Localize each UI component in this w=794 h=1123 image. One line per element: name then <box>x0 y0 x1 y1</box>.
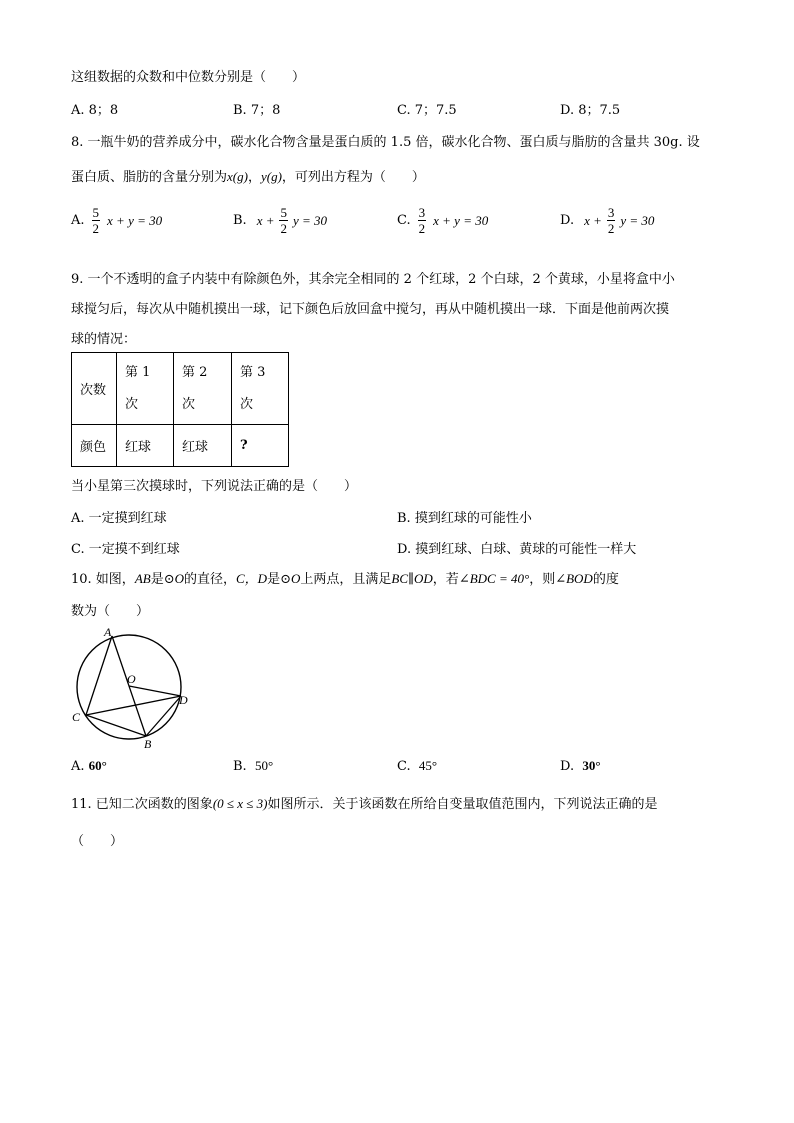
q11-text: 如图所示．关于该函数在所给自变量取值范围内，下列说法正确的是 <box>267 797 658 812</box>
q8-sep: ， <box>247 170 261 185</box>
q10-text: ，则 <box>529 572 556 587</box>
q10-text: 是 <box>267 572 281 587</box>
q10-text: 的直径， <box>184 572 237 587</box>
q10-segment-ab: AB <box>134 571 151 586</box>
q7-option-d: D. 8；7.5 <box>560 103 621 118</box>
q8-opt-d-fraction <box>607 206 616 235</box>
q8-opt-c-label: C. <box>397 213 411 228</box>
option-label: C. <box>397 759 411 774</box>
q8-option-b <box>233 206 327 235</box>
q7-option-a: A. 8；8 <box>71 103 119 118</box>
q7-option-b: B. 7；8 <box>233 103 281 118</box>
q8-stem-line1: 8. 一瓶牛奶的营养成分中，碳水化合物含量是蛋白质的 1.5 倍，碳水化合物、蛋白质与脂肪的含量共 30g. 设 <box>71 135 700 150</box>
q8-opt-c-fraction <box>418 206 427 235</box>
q10-circle-o: ⊙O <box>280 571 301 586</box>
label-d: D <box>179 693 188 707</box>
q10-angle-bod: ∠BOD <box>555 571 593 586</box>
table-cell: 红球 <box>117 425 174 467</box>
table-cell: 第 3 次 <box>232 353 289 425</box>
q11-text: 11. 已知二次函数的图象 <box>71 797 213 812</box>
q8-opt-b-label: B. <box>233 213 247 228</box>
label-a: A <box>104 625 112 639</box>
q11-stem-line2: （ ） <box>71 834 124 849</box>
table-cell: 第 1 次 <box>117 353 174 425</box>
q8-opt-d-rest: y = 30 <box>620 212 655 228</box>
q9-option-b: B. 摸到红球的可能性小 <box>397 511 532 526</box>
option-value: 45° <box>418 758 438 773</box>
q8-option-a <box>71 206 162 235</box>
table-row <box>72 425 289 467</box>
q8-opt-a-fraction <box>92 206 101 235</box>
frac-denominator: 2 <box>92 221 100 236</box>
q10-text: ，若 <box>432 572 459 587</box>
frac-denominator: 2 <box>280 221 287 236</box>
frac-numerator: 3 <box>607 205 615 220</box>
q10-circle-o: ⊙O <box>163 571 184 586</box>
q11-range: (0 ≤ x ≤ 3) <box>212 796 268 811</box>
q8-opt-c-rest: x + y = 30 <box>433 212 489 228</box>
q11-stem-line1 <box>71 793 658 812</box>
option-value: 30° <box>582 758 601 773</box>
q10-points-cd: C，D <box>236 571 268 586</box>
q8-line2-pre: 蛋白质、脂肪的含量分别为 <box>71 170 228 185</box>
option-label: B. <box>233 759 247 774</box>
segment-od <box>129 686 181 696</box>
q9-option-d: D. 摸到红球、白球、黄球的可能性一样大 <box>397 542 637 557</box>
q10-option-d <box>560 758 601 774</box>
table-cell: 颜色 <box>72 425 117 467</box>
q10-stem-line2: 数为（ ） <box>71 604 150 619</box>
q8-var-y: y(g) <box>260 169 282 184</box>
q8-opt-d-pre: x + <box>584 212 602 228</box>
table-cell: 次数 <box>72 353 117 425</box>
label-o: O <box>127 672 136 686</box>
q8-opt-b-rest: y = 30 <box>292 212 328 228</box>
frac-numerator: 3 <box>418 205 426 220</box>
q10-text: 的度 <box>592 572 619 587</box>
q8-line2-post: ，可列出方程为（ ） <box>281 170 425 185</box>
q9-result-table <box>71 352 289 467</box>
q7-option-c: C. 7；7.5 <box>397 103 457 118</box>
q10-circle-figure <box>66 624 196 750</box>
option-value: 50° <box>254 758 274 773</box>
q9-option-a: A. 一定摸到红球 <box>71 511 167 526</box>
segment-ac <box>86 636 112 715</box>
q8-opt-a-label: A. <box>71 213 85 228</box>
q10-text: 是 <box>150 572 164 587</box>
table-row <box>72 353 289 425</box>
q8-option-d <box>560 206 654 235</box>
q8-opt-a-rest: x + y = 30 <box>107 212 163 228</box>
option-value: 60° <box>88 758 107 773</box>
table-cell: 第 2 次 <box>174 353 232 425</box>
q9-stem-line3: 球的情况： <box>71 332 137 347</box>
frac-numerator: 5 <box>280 205 287 220</box>
q10-option-b <box>233 758 273 774</box>
q9-question: 当小星第三次摸球时，下列说法正确的是（ ） <box>71 479 358 494</box>
q10-angle-bdc: ∠BDC = 40° <box>458 571 530 586</box>
table-cell: ? <box>232 425 289 467</box>
label-b: B <box>144 737 152 750</box>
q7-stem: 这组数据的众数和中位数分别是（ ） <box>71 70 306 85</box>
q9-option-c: C. 一定摸不到红球 <box>71 542 180 557</box>
option-label: A. <box>71 759 85 774</box>
q8-opt-b-pre: x + <box>256 212 275 228</box>
q8-opt-d-label: D. <box>560 213 575 228</box>
q8-stem-line2 <box>71 166 425 185</box>
q10-text: 上两点，且满足 <box>300 572 392 587</box>
q9-stem-line1: 9. 一个不透明的盒子内装中有除颜色外，其余完全相同的 2 个红球，2 个白球，2 个黄球，小星将盒中小 <box>71 272 675 287</box>
q10-option-a <box>71 758 107 774</box>
frac-numerator: 5 <box>92 205 100 220</box>
frac-denominator: 2 <box>418 221 426 236</box>
q8-opt-b-fraction <box>279 206 288 235</box>
q8-var-x: x(g) <box>227 169 248 184</box>
table-cell: 红球 <box>174 425 232 467</box>
q10-text: 10. 如图， <box>71 572 135 587</box>
frac-denominator: 2 <box>607 221 615 236</box>
q9-stem-line2: 球搅匀后，每次从中随机摸出一球，记下颜色后放回盒中搅匀，再从中随机摸出一球．下面是他前两次摸 <box>71 302 670 317</box>
label-c: C <box>72 710 81 724</box>
q10-option-c <box>397 758 437 774</box>
option-label: D. <box>560 759 575 774</box>
q8-option-c <box>397 206 488 235</box>
q10-stem-line1 <box>71 568 619 587</box>
q10-parallel: BC∥OD <box>391 571 433 586</box>
